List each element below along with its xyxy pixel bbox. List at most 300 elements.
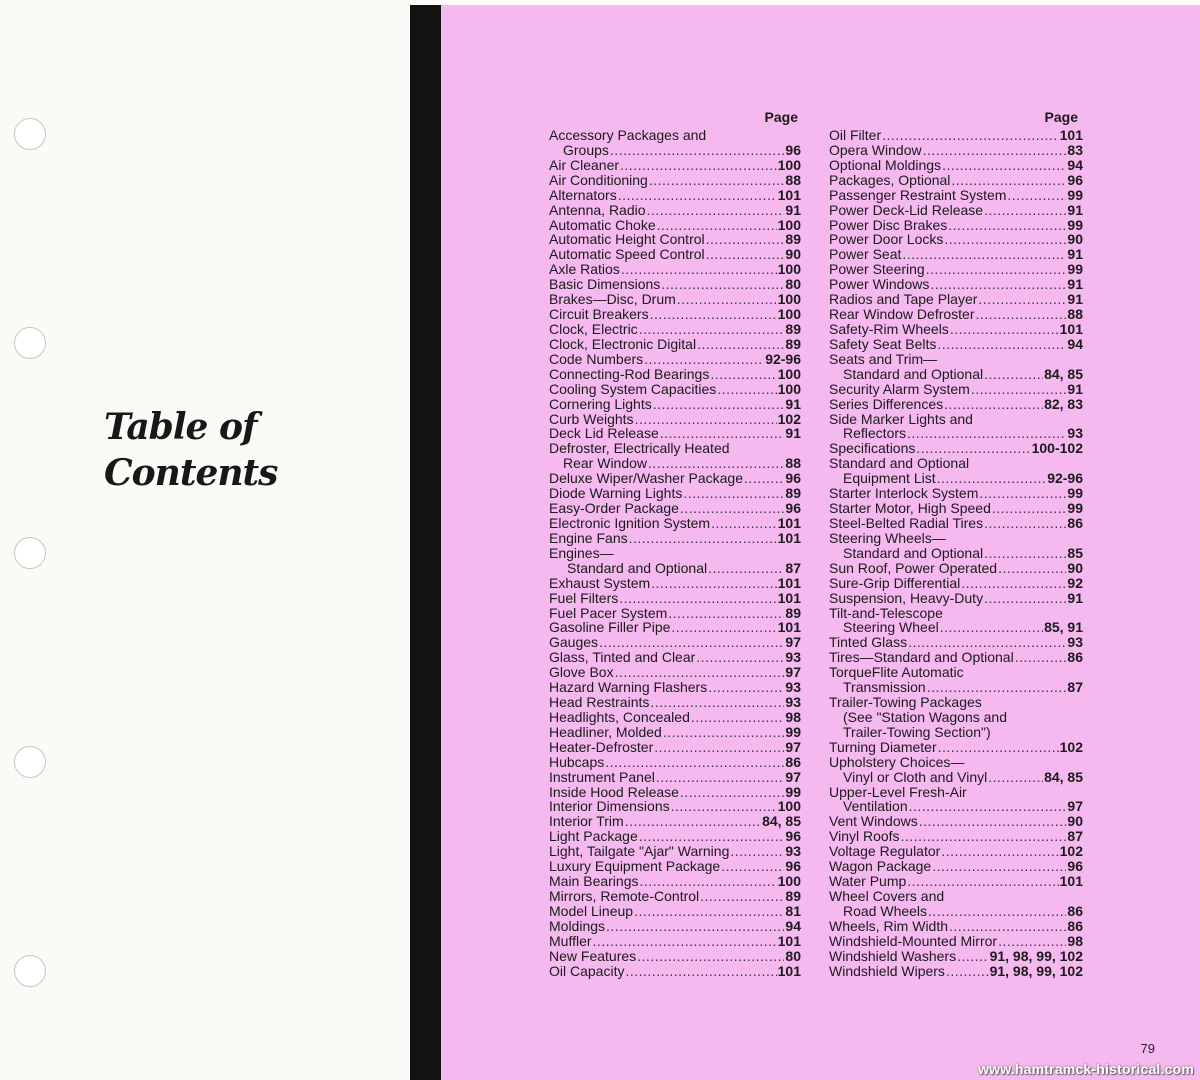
dot-leader [621,262,777,277]
index-entry [829,441,1083,456]
index-entry [829,964,1083,979]
dot-leader [668,606,784,621]
index-entry-text: Steel-Belted Radial Tires [829,514,984,531]
index-entry [549,367,801,382]
index-entry-page: 89 [785,888,801,905]
index-entry-page: 91 [1067,276,1083,293]
dot-leader [937,471,1047,486]
index-entry [829,576,1083,591]
index-entry [549,277,801,292]
index-entry-text: Mirrors, Remote-Control [549,888,700,905]
dot-leader [625,964,776,979]
column-b-page-header: Page [1044,109,1078,125]
dot-leader [998,934,1066,949]
dot-leader [909,799,1067,814]
index-entry-page: 91 [1067,201,1083,218]
index-entry-text: Light Package [549,828,638,845]
index-entry-text: Tilt-and-Telescope [829,604,943,621]
index-entry-page: 100 [777,380,801,397]
index-entry [829,143,1083,158]
section-title-line1: Table of [104,406,257,448]
index-entry-text: Sure-Grip Differential [829,574,961,591]
index-entry-text: Cooling System Capacities [549,380,717,397]
index-entry-text: Circuit Breakers [549,306,649,323]
dot-leader [979,486,1066,501]
index-entry-page: 82, 83 [1044,395,1083,412]
index-entry [549,919,801,934]
index-entry [549,292,801,307]
dot-leader [620,158,777,173]
index-entry-text: Heater-Defroster [549,738,654,755]
index-entry-text: Standard and Optional [829,455,970,472]
index-entry [549,426,801,441]
index-entry-page: 93 [785,694,801,711]
index-entry [829,471,1083,486]
index-entry [549,143,801,158]
dot-leader [606,919,784,934]
dot-leader [650,695,784,710]
index-entry-text: Vinyl or Cloth and Vinyl [843,768,988,785]
index-entry [549,397,801,412]
index-entry [549,412,801,427]
dot-leader [706,247,785,262]
index-entry [829,188,1083,203]
index-entry [829,232,1083,247]
index-entry-text: Headlights, Concealed [549,708,690,725]
index-entry-page: 91 [785,425,801,442]
index-entry-page: 101 [777,962,801,979]
index-entry-text: Air Conditioning [549,171,648,188]
index-entry-text: Antenna, Radio [549,201,646,218]
dot-leader [700,889,784,904]
index-entry-page: 93 [785,679,801,696]
index-entry-page: 86 [785,753,801,770]
dot-leader [639,829,785,844]
index-entry-page: 88 [1067,306,1083,323]
index-entry-text: Steering Wheel [843,619,939,636]
index-entry [829,307,1083,322]
index-entry [829,620,1083,635]
dot-leader [647,203,785,218]
index-entry-page: 94 [785,917,801,934]
dot-leader [663,725,785,740]
index-entry-text: Hazard Warning Flashers [549,679,708,696]
index-entry [549,755,801,770]
index-entry-text: Rear Window Defroster [829,306,975,323]
index-entry-text: Oil Capacity [549,962,625,979]
index-entry-text: Windshield Wipers [829,962,945,979]
dot-leader [717,382,776,397]
dot-leader [984,367,1043,382]
index-entry [549,620,801,635]
dot-leader [984,546,1066,561]
left-blank-page [0,0,410,1080]
index-entry-page: 101 [777,514,801,531]
index-entry-page: 81 [785,902,801,919]
index-entry [549,949,801,964]
index-entry-page: 98 [1067,932,1083,949]
index-entry-text: Reflectors [843,425,907,442]
index-entry-text: Voltage Regulator [829,843,941,860]
dot-leader [907,874,1058,889]
index-entry-page: 87 [1067,828,1083,845]
index-entry-text: Fuel Filters [549,589,619,606]
index-entry [549,516,801,531]
index-entry-text: Accessory Packages and [549,127,707,143]
index-entry-page: 89 [785,604,801,621]
dot-leader [998,561,1066,576]
index-entry-page: 84, 85 [1044,768,1083,785]
dot-leader [946,964,989,979]
watermark: www.hamtramck-historical.com [978,1061,1194,1077]
index-entry-page: 93 [1067,425,1083,442]
index-entry-page: 101 [777,529,801,546]
index-entry-page: 89 [785,231,801,248]
index-entry-page: 87 [1067,679,1083,696]
page-number: 79 [1140,1041,1155,1056]
dot-leader [984,591,1066,606]
index-entry [829,785,1083,800]
index-entry-text: Steering Wheels— [829,529,946,546]
index-entry [829,650,1083,665]
index-entry [549,770,801,785]
dot-leader [916,441,1030,456]
index-entry [549,710,801,725]
index-entry-text: Power Deck-Lid Release [829,201,984,218]
dot-leader [902,247,1066,262]
index-entry-page: 90 [1067,231,1083,248]
index-entry-text: Wagon Package [829,858,932,875]
index-entry [549,561,801,576]
dot-leader [593,934,777,949]
index-entry-page: 91 [785,395,801,412]
index-entry-text: Standard and Optional [843,365,984,382]
index-entry [829,799,1083,814]
index-entry-page: 88 [785,171,801,188]
index-entry-text: Opera Window [829,141,922,158]
index-entry [549,665,801,680]
section-title-line2: Contents [104,452,278,494]
index-entry-page: 91 [1067,246,1083,263]
index-entry-page: 100 [777,365,801,382]
index-entry [829,665,1083,680]
index-entry-text: Transmission [843,679,926,696]
index-entry-page: 99 [1067,485,1083,502]
index-page [441,5,1200,1080]
index-entry-page: 97 [1067,798,1083,815]
index-entry [549,591,801,606]
index-entry [829,874,1083,889]
dot-leader [928,904,1066,919]
index-entry-page: 100 [777,873,801,890]
index-entry-text: Exhaust System [549,574,651,591]
index-entry-page: 100 [777,261,801,278]
index-entry [829,859,1083,874]
index-entry-page: 101 [777,589,801,606]
index-entry-text: Ventilation [843,798,908,815]
index-entry [829,725,1083,740]
dot-leader [938,740,1059,755]
index-entry [829,889,1083,904]
index-entry [829,203,1083,218]
dot-leader [937,337,1066,352]
dot-leader [944,397,1043,412]
index-entry-page: 94 [1067,335,1083,352]
index-entry [829,635,1083,650]
index-entry-text: Luxury Equipment Package [549,858,721,875]
index-entry [549,128,801,143]
dot-leader [680,501,784,516]
index-entry-text: (See "Station Wagons and [843,708,1007,725]
index-entry-page: 99 [1067,216,1083,233]
dot-leader [671,799,777,814]
index-entry-page: 102 [1059,738,1083,755]
dot-leader [976,307,1067,322]
index-entry [829,382,1083,397]
dot-leader [971,382,1067,397]
index-entry [549,322,801,337]
index-entry [829,561,1083,576]
index-entry [829,591,1083,606]
punch-hole [14,537,46,569]
index-entry-page: 90 [1067,813,1083,830]
dot-leader [656,770,785,785]
dot-leader [657,218,777,233]
dot-leader [919,814,1067,829]
dot-leader [940,620,1043,635]
index-entry [829,710,1083,725]
index-entry-page: 96 [785,828,801,845]
index-entry-text: Deluxe Wiper/Washer Package [549,470,744,487]
index-entry-page: 83 [1067,141,1083,158]
index-entry-text: Moldings [549,917,606,934]
index-entry [549,262,801,277]
index-entry-page: 100 [777,291,801,308]
index-entry-text: Defroster, Electrically Heated [549,440,730,457]
index-entry-page: 84, 85 [762,813,801,830]
dot-leader [637,949,784,964]
index-entry [549,247,801,262]
index-entry-page: 100 [777,798,801,815]
dot-leader [948,218,1066,233]
punch-hole [14,746,46,778]
dot-leader [661,277,784,292]
dot-leader [639,322,785,337]
dot-leader [1015,650,1067,665]
index-entry-text: Head Restraints [549,694,650,711]
index-entry-text: Clock, Electronic Digital [549,335,697,352]
index-entry-text: Main Bearings [549,873,639,890]
dot-leader [640,874,777,889]
index-entry-page: 93 [1067,634,1083,651]
index-entry-text: Curb Weights [549,410,634,427]
index-entry-text: Side Marker Lights and [829,410,973,427]
index-entry [829,456,1083,471]
index-entry-text: Gauges [549,634,599,651]
dot-leader [961,576,1066,591]
index-entry-text: Trailer-Towing Section") [843,723,991,740]
index-entry-page: 86 [1067,649,1083,666]
index-entry-page: 100-102 [1031,440,1083,457]
index-entry-text: Fuel Pacer System [549,604,668,621]
index-entry-text: Security Alarm System [829,380,970,397]
index-entry-page: 90 [1067,559,1083,576]
dot-leader [650,307,777,322]
index-entry [829,516,1083,531]
index-entry-text: Vinyl Roofs [829,828,900,845]
index-entry-text: Radios and Tape Player [829,291,978,308]
index-entry-text: Starter Motor, High Speed [829,500,991,517]
index-entry-text: Brakes—Disc, Drum [549,291,676,308]
index-entry [829,755,1083,770]
index-entry-text: Automatic Height Control [549,231,705,248]
index-entry-text: Instrument Panel [549,768,655,785]
index-entry-text: Engine Fans [549,529,628,546]
index-entry-page: 101 [777,932,801,949]
index-entry-page: 94 [1067,156,1083,173]
index-entry-text: Power Disc Brakes [829,216,948,233]
dot-leader [882,128,1059,143]
dot-leader [653,397,785,412]
index-entry-text: Hubcaps [549,753,605,770]
index-entry-page: 100 [777,156,801,173]
index-entry-text: New Features [549,947,637,964]
dot-leader [944,232,1066,247]
index-entry-text: Safety-Rim Wheels [829,320,949,337]
index-entry-page: 96 [785,470,801,487]
index-entry [549,546,801,561]
dot-leader [992,501,1067,516]
index-entry [549,382,801,397]
column-a-page-header: Page [764,109,798,125]
dot-leader [660,426,785,441]
index-entry-text: Standard and Optional [843,544,984,561]
index-entry-page: 91, 98, 99, 102 [989,962,1083,979]
punch-hole [14,327,46,359]
index-entry-text: Standard and Optional [567,559,708,576]
index-entry-page: 91 [1067,380,1083,397]
index-entry-text: Automatic Choke [549,216,656,233]
index-entry-text: Code Numbers [549,350,644,367]
index-entry [549,173,801,188]
index-entry-page: 99 [1067,500,1083,517]
index-entry [549,501,801,516]
index-entry [829,919,1083,934]
index-entry-page: 102 [1059,843,1083,860]
index-entry [549,441,801,456]
index-entry [829,128,1083,143]
index-entry [549,934,801,949]
index-entry [829,173,1083,188]
dot-leader [1007,188,1066,203]
dot-leader [615,665,785,680]
index-column-right [829,128,1083,979]
index-entry-page: 89 [785,485,801,502]
dot-leader [599,635,784,650]
index-entry [549,203,801,218]
index-entry-text: Vent Windows [829,813,918,830]
index-entry [829,814,1083,829]
binding-strip [410,5,441,1080]
dot-leader [706,232,785,247]
index-entry-page: 101 [777,574,801,591]
index-entry-page: 99 [1067,261,1083,278]
index-entry-page: 99 [785,723,801,740]
index-entry [829,546,1083,561]
index-entry-text: Light, Tailgate "Ajar" Warning [549,843,730,860]
dot-leader [949,919,1066,934]
dot-leader [927,680,1067,695]
dot-leader [942,158,1066,173]
index-entry-page: 102 [777,410,801,427]
index-entry-page: 80 [785,947,801,964]
index-entry-page: 86 [1067,902,1083,919]
section-title [104,404,277,496]
dot-leader [649,173,785,188]
index-entry-text: Optional Moldings [829,156,942,173]
index-entry-text: Easy-Order Package [549,500,679,517]
index-entry-page: 99 [785,783,801,800]
index-entry-text: TorqueFlite Automatic [829,664,964,681]
index-entry [829,680,1083,695]
dot-leader [926,262,1067,277]
index-entry [829,262,1083,277]
index-entry [549,680,801,695]
dot-leader [697,337,784,352]
dot-leader [711,516,777,531]
index-entry-text: Power Windows [829,276,930,293]
dot-leader [634,904,784,919]
index-entry [829,486,1083,501]
index-entry-text: Safety Seat Belts [829,335,937,352]
index-entry [829,934,1083,949]
index-entry [829,501,1083,516]
index-entry [829,426,1083,441]
index-entry-text: Sun Roof, Power Operated [829,559,998,576]
index-entry-page: 80 [785,276,801,293]
dot-leader [721,859,784,874]
dot-leader [708,561,784,576]
index-entry-page: 99 [1067,186,1083,203]
index-entry [829,949,1083,964]
index-entry-text: Wheels, Rim Width [829,917,949,934]
index-entry [549,859,801,874]
index-entry-text: Power Seat [829,246,902,263]
index-entry-text: Turning Diameter [829,738,937,755]
index-entry-page: 101 [1059,873,1083,890]
index-entry [829,740,1083,755]
index-entry-text: Alternators [549,186,617,203]
index-entry [549,904,801,919]
index-entry-text: Series Differences [829,395,944,412]
index-entry-page: 93 [785,649,801,666]
index-entry [549,844,801,859]
index-entry [829,352,1083,367]
index-entry [829,218,1083,233]
index-entry-text: Power Door Locks [829,231,944,248]
index-entry-page: 96 [785,858,801,875]
dot-leader [730,844,784,859]
index-entry [549,486,801,501]
index-entry-page: 101 [777,186,801,203]
index-entry [829,606,1083,621]
index-entry-page: 88 [785,455,801,472]
dot-leader [654,740,784,755]
index-entry [549,889,801,904]
index-entry-page: 97 [785,738,801,755]
index-entry-page: 96 [785,500,801,517]
index-entry-text: Upholstery Choices— [829,753,965,770]
